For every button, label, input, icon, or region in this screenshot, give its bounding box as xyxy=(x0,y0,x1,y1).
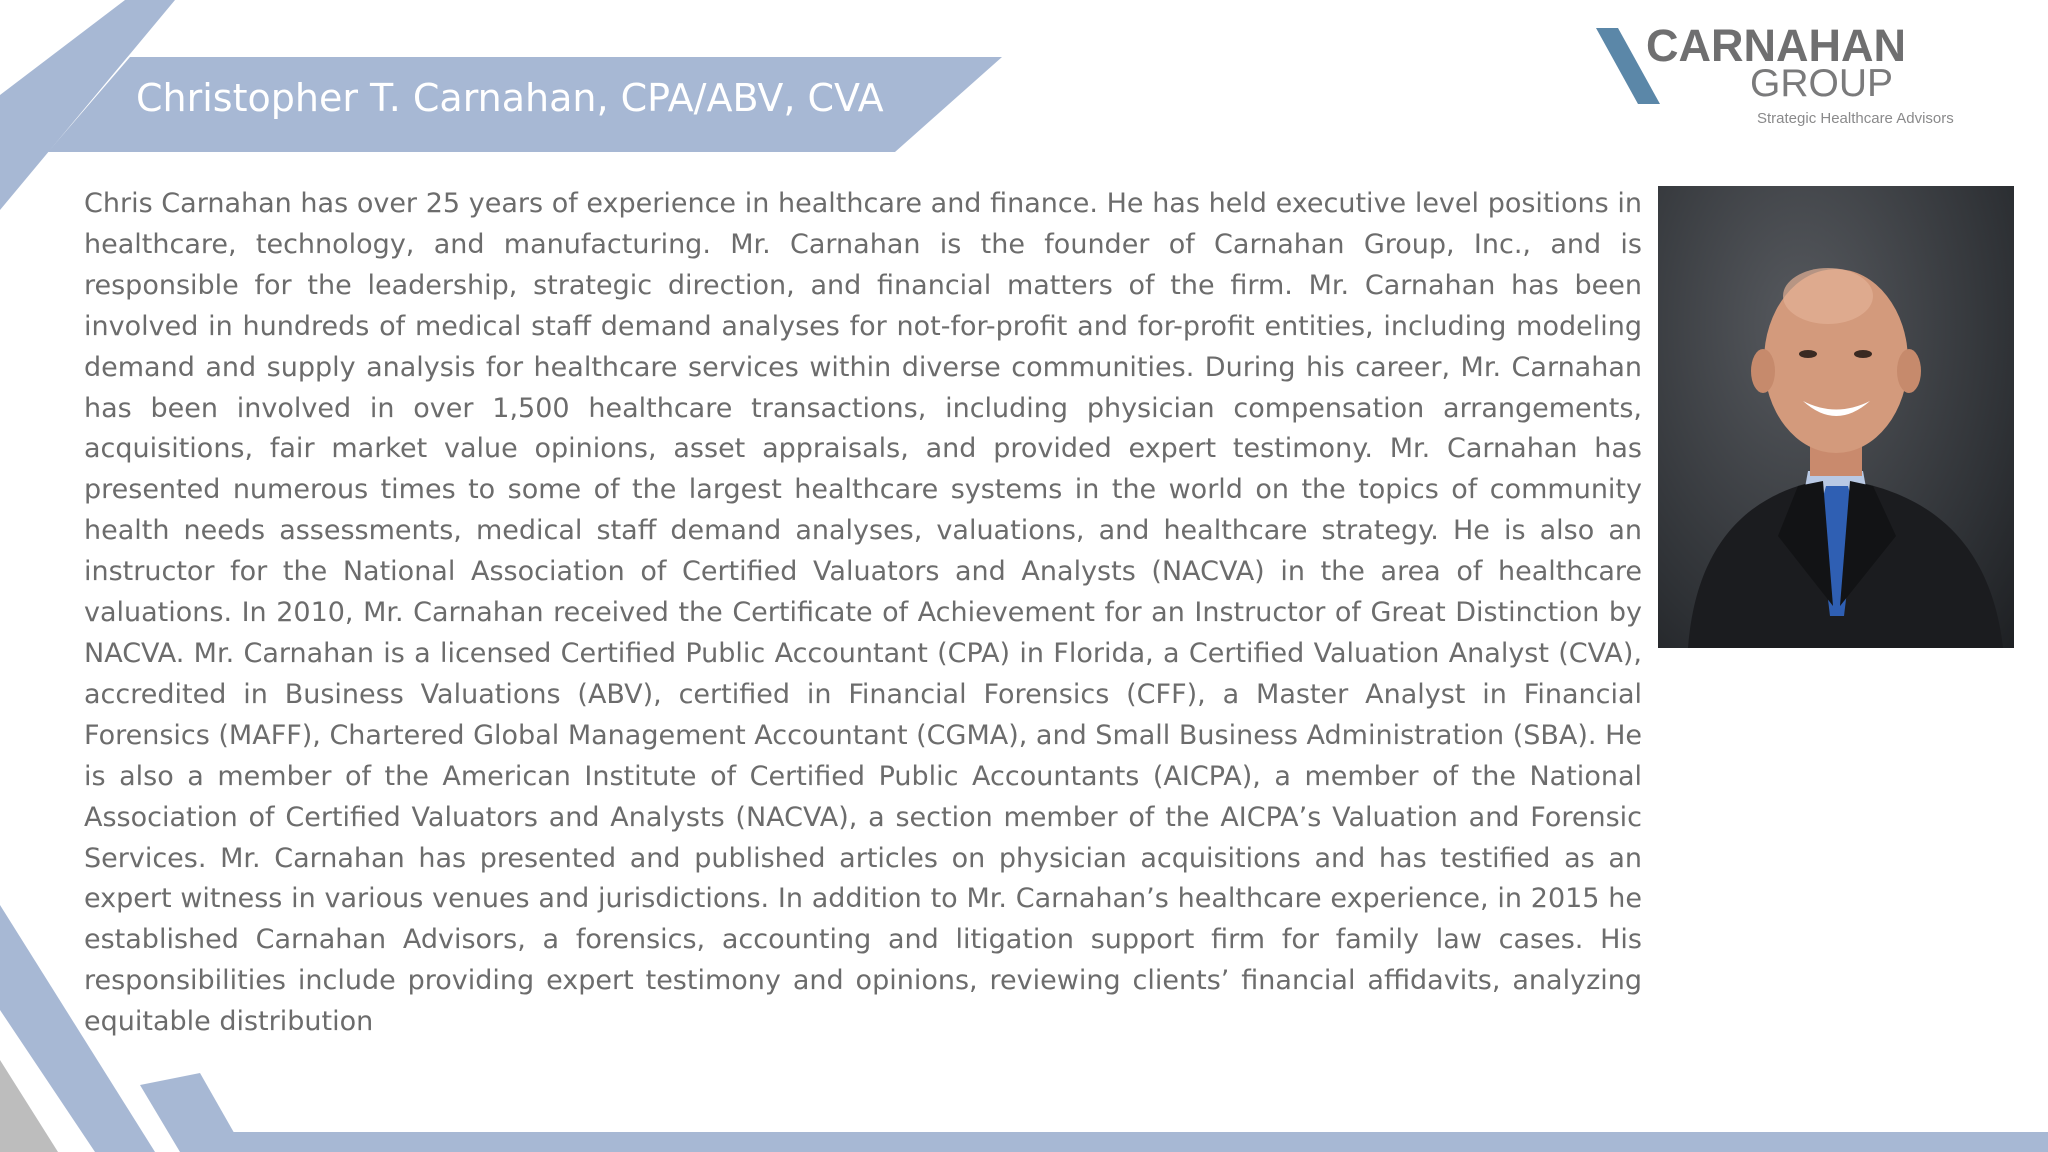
bottom-bar xyxy=(215,1132,2048,1152)
biography-text: Chris Carnahan has over 25 years of experience in healthcare and finance. He has held executive level positions in healthcare, technology, and manufacturing. Mr. Carnahan is the founder of Carnahan Group, Inc., and is responsible for the leadership, strategic direction, and financial matters of the firm. Mr. Carnahan has been involved in hundreds of medical staff demand analyses for not-for-profit and for-profit entities, including modeling demand and supply analysis for healthcare services within diverse communities. During his career, Mr. Carnahan has been involved in over 1,500 healthcare transactions, including physician compensation arrangements, acquisitions, fair market value opinions, asset appraisals, and provided expert testimony. Mr. Carnahan has presented numerous times to some of the largest healthcare systems in the world on the topics of community health needs assessments, medical staff demand analyses, valuations, and healthcare strategy. He is also an instructor for the National Association of Certified Valuators and Analysts (NACVA) in the area of healthcare valuations. In 2010, Mr. Carnahan received the Certificate of Achievement for an Instructor of Great Distinction by NACVA. Mr. Carnahan is a licensed Certified Public Accountant (CPA) in Florida, a Certified Valuation Analyst (CVA), accredited in Business Valuations (ABV), certified in Financial Forensics (CFF), a Master Analyst in Financial Forensics (MAFF), Chartered Global Management Accountant (CGMA), and Small Business Administration (SBA). He is also a member of the American Institute of Certified Public Accountants (AICPA), a member of the National Association of Certified Valuators and Analysts (NACVA), a section member of the AICPA’s Valuation and Forensic Services. Mr. Carnahan has presented and published articles on physician acquisitions and has testified as an expert witness in various venues and jurisdictions. In addition to Mr. Carnahan’s healthcare experience, in 2015 he established Carnahan Advisors, a forensics, accounting and litigation support firm for family law cases. His responsibilities include providing expert testimony and opinions, reviewing clients’ financial affidavits, analyzing equitable distribution xyxy=(84,188,1642,1038)
portrait-image xyxy=(1658,186,2014,648)
logo-name: CARNAHAN xyxy=(1646,20,1906,71)
slide-title: Christopher T. Carnahan, CPA/ABV, CVA xyxy=(136,76,884,120)
logo-tagline: Strategic Healthcare Advisors xyxy=(1757,110,1954,127)
company-logo xyxy=(1596,22,2006,134)
portrait-photo xyxy=(1658,186,2014,648)
logo-sub: GROUP xyxy=(1750,62,1894,105)
